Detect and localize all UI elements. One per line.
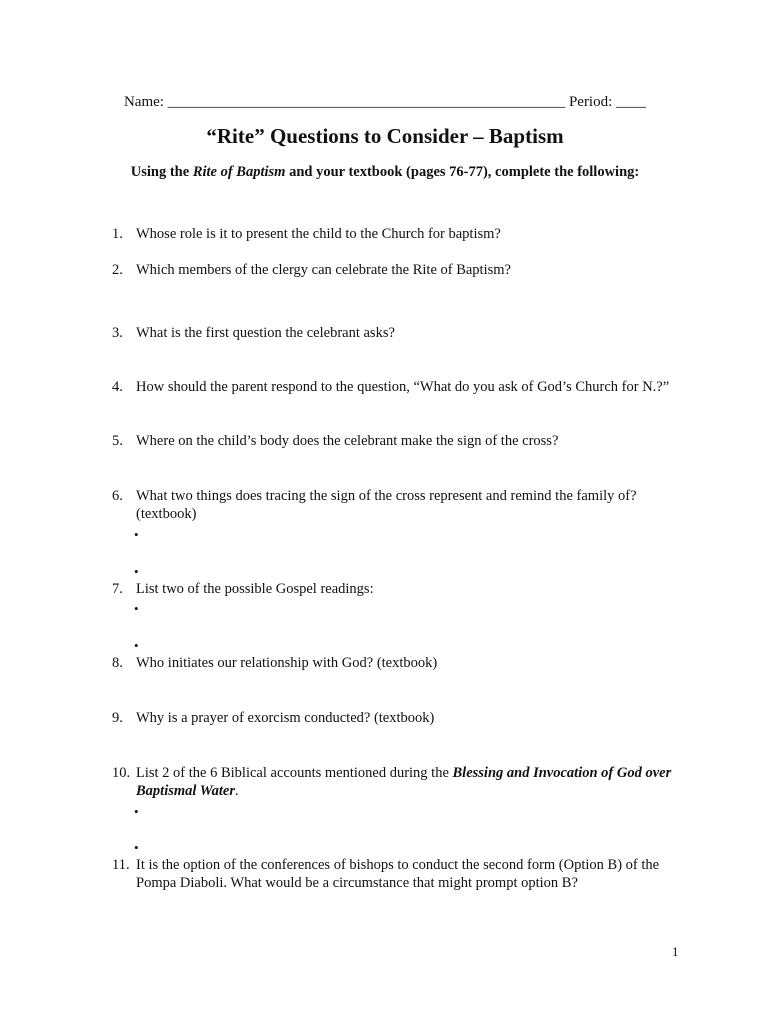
answer-bullet: • bbox=[134, 527, 139, 542]
question-3 bbox=[112, 324, 687, 342]
question-9 bbox=[112, 709, 687, 727]
question-number: 6. bbox=[112, 488, 123, 504]
period-label: Period: bbox=[568, 94, 613, 110]
instructions-emph: Rite of Baptism bbox=[192, 164, 286, 180]
question-text: Whose role is it to present the child to the Church for baptism? bbox=[136, 226, 501, 242]
page-number: 1 bbox=[672, 944, 679, 959]
answer-bullet: • bbox=[134, 638, 139, 653]
period-blank[interactable]: ____ bbox=[616, 94, 647, 110]
question-number: 4. bbox=[112, 379, 123, 395]
question-number: 5. bbox=[112, 433, 123, 449]
page-title: “Rite” Questions to Consider – Baptism bbox=[206, 124, 564, 148]
question-7 bbox=[112, 580, 687, 598]
question-text: Who initiates our relationship with God? (textbook) bbox=[136, 655, 438, 671]
question-8 bbox=[112, 654, 687, 672]
question-6 bbox=[112, 487, 687, 523]
question-text: It is the option of the conferences of bishops to conduct the second form (Option B) of the Pompa Diaboli. What would be a circumstance that might prompt option B? bbox=[136, 857, 660, 891]
question-1 bbox=[112, 225, 687, 243]
question-10 bbox=[112, 764, 687, 800]
name-label: Name: bbox=[123, 94, 164, 110]
instructions-prefix: Using the bbox=[130, 164, 193, 180]
answer-bullet: • bbox=[134, 601, 139, 616]
question-text-suffix: . bbox=[234, 783, 239, 799]
question-text: List two of the possible Gospel readings: bbox=[136, 581, 374, 597]
question-number: 1. bbox=[112, 226, 123, 242]
question-text-prefix: List 2 of the 6 Biblical accounts mentioned during the bbox=[136, 765, 453, 781]
instructions-suffix: and your textbook (pages 76-77), complete the following: bbox=[285, 164, 640, 180]
answer-bullet: • bbox=[134, 804, 139, 819]
question-5 bbox=[112, 432, 687, 450]
question-2 bbox=[112, 261, 687, 279]
question-text: How should the parent respond to the question, “What do you ask of God’s Church for N.?” bbox=[136, 379, 670, 395]
question-number: 8. bbox=[112, 655, 123, 671]
question-text bbox=[136, 764, 687, 800]
name-blank[interactable]: _____________________________________________________ bbox=[167, 94, 566, 110]
question-text-emph: Blessing and Invocation of God over Baptismal Water bbox=[136, 765, 672, 799]
question-number: 7. bbox=[112, 581, 123, 597]
question-text: Which members of the clergy can celebrate the Rite of Baptism? bbox=[136, 262, 511, 278]
question-number: 9. bbox=[112, 710, 123, 726]
question-text: What is the first question the celebrant asks? bbox=[136, 325, 395, 341]
question-number: 3. bbox=[112, 325, 123, 341]
question-number: 2. bbox=[112, 262, 123, 278]
instructions bbox=[0, 162, 770, 182]
question-text: What two things does tracing the sign of the cross represent and remind the family of? (textbook) bbox=[136, 488, 637, 522]
question-text: Where on the child’s body does the celebrant make the sign of the cross? bbox=[136, 433, 559, 449]
name-period-line bbox=[0, 92, 770, 112]
question-number: 10. bbox=[112, 765, 131, 781]
answer-bullet: • bbox=[134, 564, 139, 579]
question-text: Why is a prayer of exorcism conducted? (textbook) bbox=[136, 710, 435, 726]
question-number: 11. bbox=[112, 857, 130, 873]
question-11 bbox=[112, 856, 687, 892]
question-4 bbox=[112, 378, 687, 396]
answer-bullet: • bbox=[134, 840, 139, 855]
